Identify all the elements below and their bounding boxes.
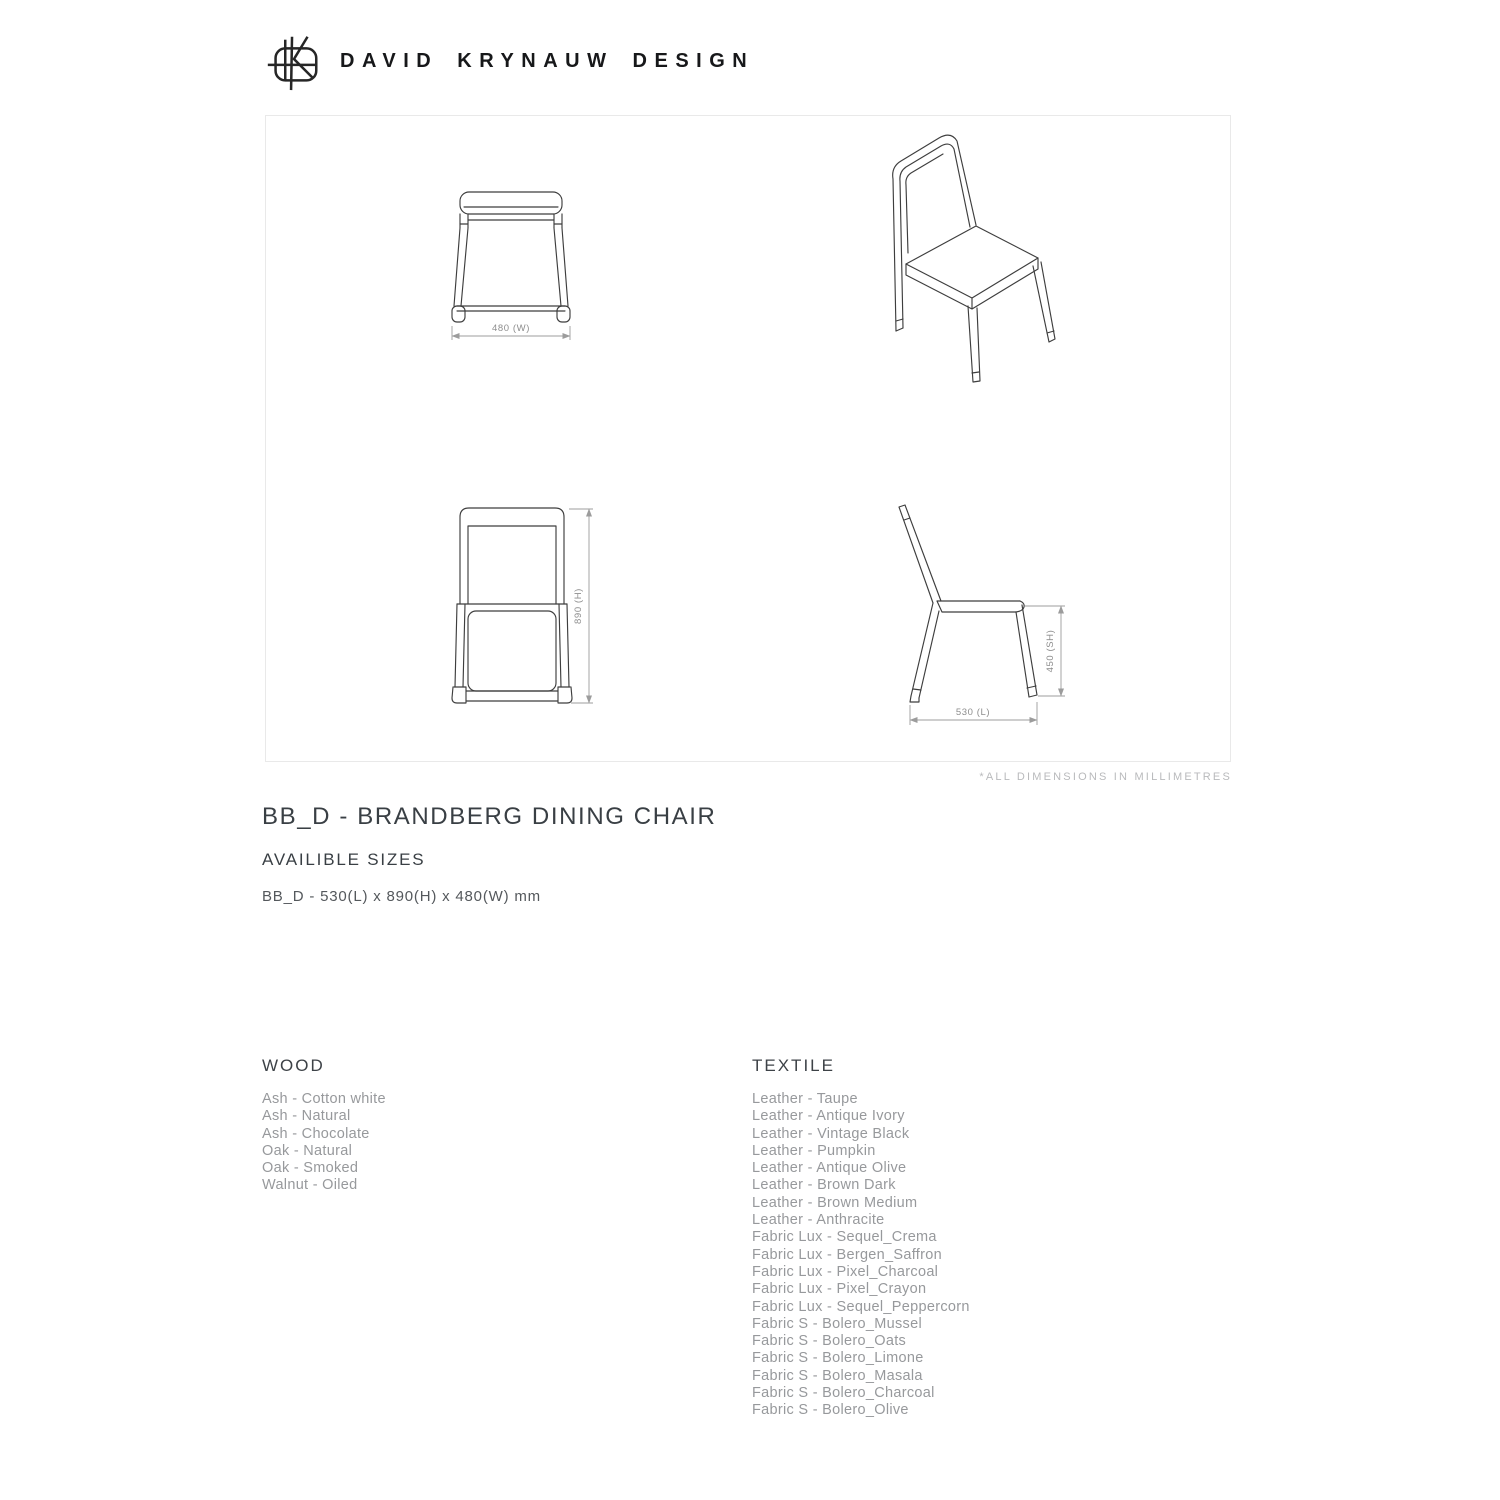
size-spec: BB_D - 530(L) x 890(H) x 480(W) mm bbox=[262, 888, 541, 905]
side-view-drawing bbox=[879, 493, 1109, 738]
front-view-drawing bbox=[437, 497, 637, 717]
textile-item: Fabric S - Bolero_Olive bbox=[752, 1402, 909, 1419]
textile-item: Leather - Antique Olive bbox=[752, 1160, 907, 1177]
chair-perspective-linework bbox=[893, 135, 1055, 382]
textile-item: Fabric Lux - Sequel_Crema bbox=[752, 1229, 937, 1246]
plan-width-dimension bbox=[452, 323, 570, 340]
dimensions-note: *ALL DIMENSIONS IN MILLIMETRES bbox=[979, 771, 1232, 783]
plan-view-drawing bbox=[431, 180, 621, 346]
textile-heading: TEXTILE bbox=[752, 1056, 835, 1075]
plan-width-label: 480 (W) bbox=[492, 323, 530, 334]
drawing-panel bbox=[265, 115, 1231, 762]
textile-item: Fabric Lux - Sequel_Peppercorn bbox=[752, 1298, 970, 1315]
wood-item: Ash - Natural bbox=[262, 1108, 351, 1125]
wood-item: Oak - Natural bbox=[262, 1142, 353, 1159]
side-seat-height-label: 450 (SH) bbox=[1045, 629, 1056, 673]
wood-list bbox=[262, 1091, 386, 1195]
textile-list bbox=[752, 1091, 970, 1420]
front-height-dimension bbox=[569, 509, 593, 703]
side-dimensions bbox=[910, 606, 1065, 725]
wood-section bbox=[262, 1056, 386, 1195]
chair-plan-linework bbox=[452, 192, 570, 322]
textile-item: Fabric S - Bolero_Masala bbox=[752, 1367, 923, 1384]
side-length-label: 530 (L) bbox=[955, 707, 991, 718]
wood-item: Ash - Cotton white bbox=[262, 1091, 386, 1107]
textile-item: Fabric Lux - Bergen_Saffron bbox=[752, 1246, 942, 1263]
textile-item: Leather - Brown Medium bbox=[752, 1194, 918, 1211]
textile-section bbox=[752, 1056, 970, 1420]
brand-logo-icon bbox=[262, 30, 324, 92]
textile-item: Leather - Anthracite bbox=[752, 1212, 885, 1229]
chair-front-linework bbox=[452, 508, 572, 703]
textile-item: Leather - Vintage Black bbox=[752, 1125, 910, 1142]
product-title: BB_D - BRANDBERG DINING CHAIR bbox=[262, 803, 717, 830]
perspective-view-drawing bbox=[873, 121, 1078, 391]
textile-item: Leather - Taupe bbox=[752, 1091, 858, 1107]
textile-item: Leather - Pumpkin bbox=[752, 1142, 876, 1159]
wood-item: Walnut - Oiled bbox=[262, 1177, 358, 1194]
textile-item: Fabric S - Bolero_Oats bbox=[752, 1333, 907, 1350]
textile-item: Leather - Brown Dark bbox=[752, 1177, 896, 1194]
wood-item: Oak - Smoked bbox=[262, 1160, 359, 1177]
wood-heading: WOOD bbox=[262, 1056, 325, 1075]
textile-item: Fabric Lux - Pixel_Crayon bbox=[752, 1281, 927, 1298]
chair-side-linework bbox=[899, 505, 1037, 702]
sizes-heading: AVAILIBLE SIZES bbox=[262, 850, 426, 869]
textile-item: Fabric S - Bolero_Limone bbox=[752, 1350, 924, 1367]
textile-item: Fabric Lux - Pixel_Charcoal bbox=[752, 1263, 939, 1280]
brand-name: DAVID KRYNAUW DESIGN bbox=[340, 49, 755, 72]
wood-item: Ash - Chocolate bbox=[262, 1125, 370, 1142]
textile-item: Fabric S - Bolero_Charcoal bbox=[752, 1385, 935, 1402]
textile-item: Fabric S - Bolero_Mussel bbox=[752, 1315, 922, 1332]
front-height-label: 890 (H) bbox=[573, 588, 584, 624]
textile-item: Leather - Antique Ivory bbox=[752, 1108, 905, 1125]
brand-header bbox=[262, 30, 754, 92]
